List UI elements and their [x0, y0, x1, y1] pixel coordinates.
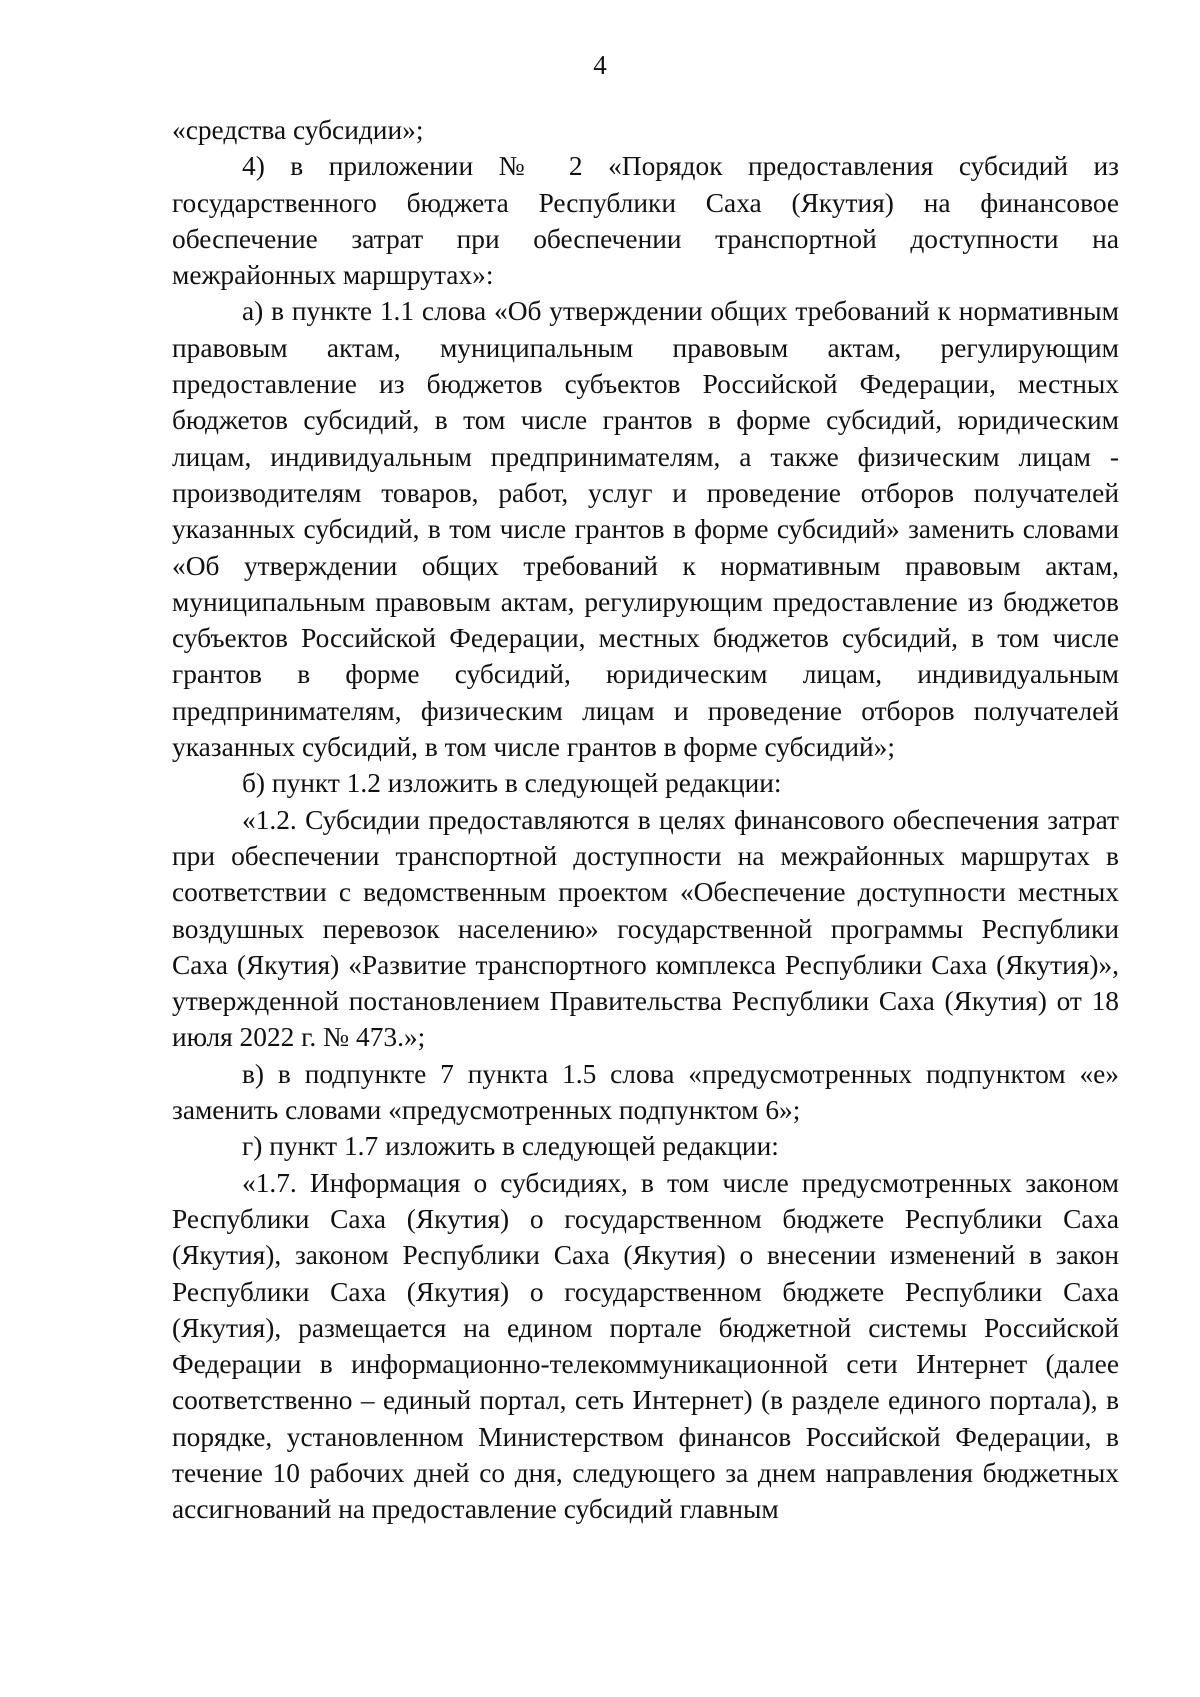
- paragraph-continuation: «средства субсидии»;: [172, 115, 424, 145]
- document-body: [172, 112, 1119, 1528]
- paragraph-clause-1-7: «1.7. Информация о субсидиях, в том числе предусмотренных законом Республики Саха (Якутия) о государственном бюджете Республики Саха (Якутия), законом Республики Саха (Якутия) о внесении изменений в закон Республики Саха (Якутия) о государственном бюджете Республики Саха (Якутия), размещается на едином портале бюджетной системы Российской Федерации в информационно-телекоммуникационной сети Интернет (далее соответственно – единый портал, сеть Интернет) (в разделе единого портала), в порядке, установленном Министерством финансов Российской Федерации, в течение 10 рабочих дней со дня, следующего за днем направления бюджетных ассигнований на предоставление субсидий главным: [172, 1167, 1119, 1525]
- paragraph-subitem-v: в) в подпункте 7 пункта 1.5 слова «предусмотренных подпунктом «е» заменить словами «предусмотренных подпунктом 6»;: [172, 1058, 1119, 1126]
- paragraph-subitem-g: г) пункт 1.7 изложить в следующей редакции:: [242, 1131, 779, 1162]
- paragraph-clause-1-2: «1.2. Субсидии предоставляются в целях финансового обеспечения затрат при обеспечении транспортной доступности на межрайонных маршрутах в соответствии с ведомственным проектом «Обеспечение доступности местных воздушных перевозок населению» государственной программы Республики Саха (Якутия) «Развитие транспортного комплекса Республики Саха (Якутия)», утвержденной постановлением Правительства Республики Саха (Якутия) от 18 июля 2022 г. № 473.»;: [172, 804, 1119, 1053]
- paragraph-subitem-a: а) в пункте 1.1 слова «Об утверждении общих требований к нормативным правовым актам, муниципальным правовым актам, регулирующим предоставление из бюджетов субъектов Российской Федерации, местных бюджетов субсидий, в том числе грантов в форме субсидий, юридическим лицам, индивидуальным предпринимателям, а также физическим лицам - производителям товаров, работ, услуг и проведение отборов получателей указанных субсидий, в том числе грантов в форме субсидий» заменить словами «Об утверждении общих требований к нормативным правовым актам, муниципальным правовым актам, регулирующим предоставление из бюджетов субъектов Российской Федерации, местных бюджетов субсидий, в том числе грантов в форме субсидий, юридическим лицам, индивидуальным предпринимателям, физическим лицам и проведение отборов получателей указанных субсидий, в том числе грантов в форме субсидий»;: [172, 296, 1119, 763]
- paragraph-subitem-b: б) пункт 1.2 изложить в следующей редакции:: [242, 768, 782, 799]
- paragraph-item-4: 4) в приложении № 2 «Порядок предоставления субсидий из государственного бюджета Республики Саха (Якутия) на финансовое обеспечение затрат при обеспечении транспортной доступности на межрайонных маршрутах»:: [172, 151, 1119, 291]
- page-number: 4: [593, 50, 607, 80]
